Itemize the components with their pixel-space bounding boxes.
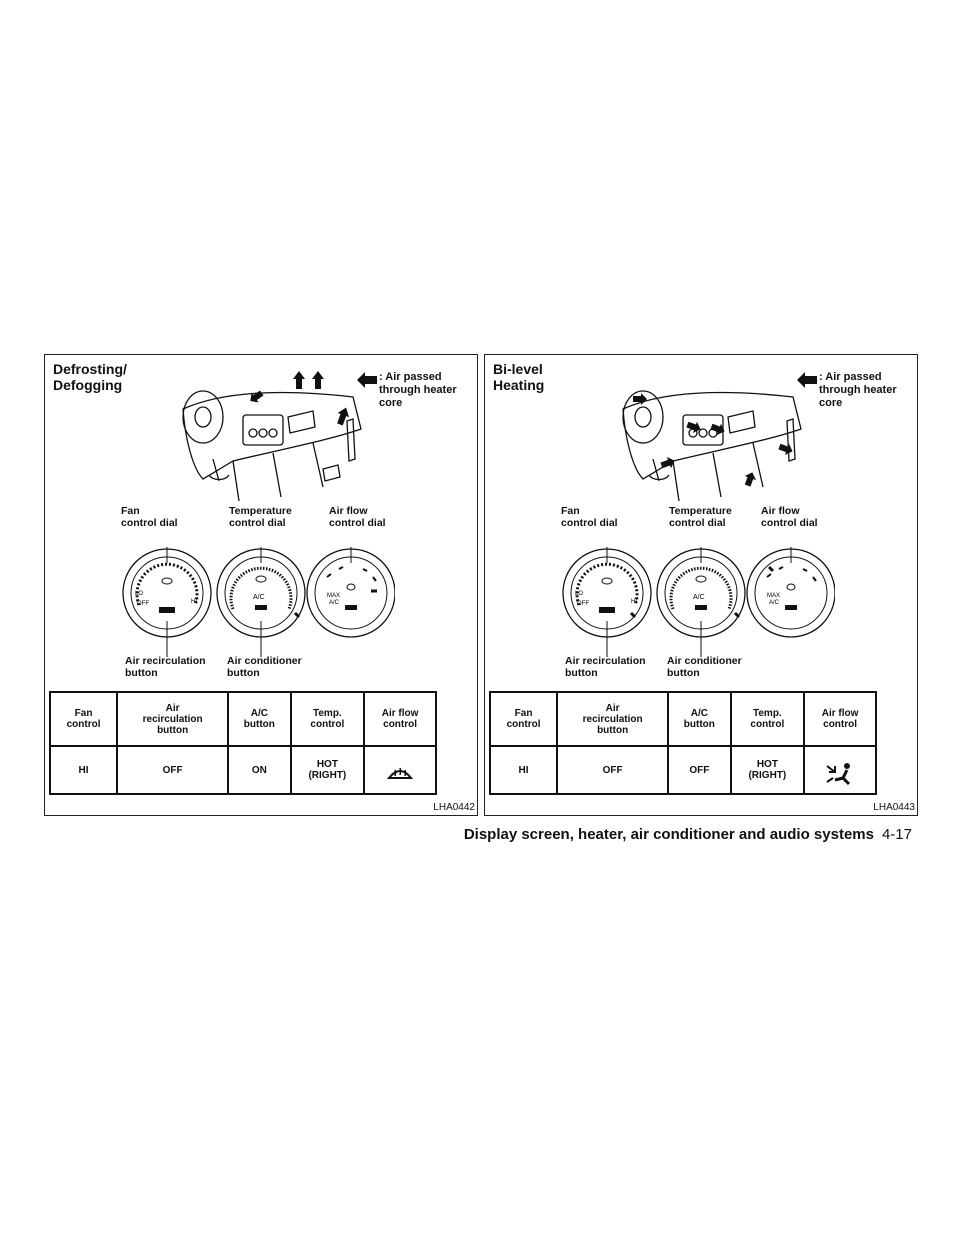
defrost-figure [44,354,478,816]
temp-dial-label: Temperature control dial [229,505,292,529]
recirc-button-label: Air recirculation button [565,655,646,679]
defrost-icon [387,764,413,784]
svg-text:A/C: A/C [769,600,780,606]
value-temp: HOT (RIGHT) [291,746,365,794]
ac-button-label: Air conditioner button [227,655,302,679]
legend [357,371,467,415]
svg-text:HI: HI [631,599,637,605]
header-fan: Fan control [490,692,557,746]
svg-text:LO: LO [135,591,144,597]
page-footer [464,826,912,843]
svg-text:HI: HI [191,599,197,605]
settings-table [49,691,437,795]
legend-text: : Air passed through heater core [379,371,457,409]
page-number: 4-17 [881,826,912,843]
figure-code: LHA0443 [873,802,915,813]
settings-table [489,691,877,795]
svg-text:A/C: A/C [253,594,265,601]
header-temp: Temp. control [731,692,805,746]
header-ac: A/C button [228,692,290,746]
fan-dial-label: Fan control dial [561,505,618,529]
value-recirc: OFF [117,746,228,794]
dashboard-illustration [163,369,363,504]
fan-dial-label: Fan control dial [121,505,178,529]
value-ac: ON [228,746,290,794]
section-title: Display screen, heater, air conditioner and audio systems [463,826,874,843]
control-dials [555,547,835,667]
airflow-dial-label: Air flow control dial [761,505,818,529]
bi-level-icon [825,762,855,786]
airflow-dial-label: Air flow control dial [329,505,386,529]
header-airflow: Air flow control [364,692,436,746]
figure-code: LHA0442 [433,802,475,813]
value-ac: OFF [668,746,730,794]
figure-title: Defrosting/ Defogging [53,361,127,393]
value-fan: HI [50,746,117,794]
legend [797,371,907,415]
header-fan: Fan control [50,692,117,746]
temp-dial-label: Temperature control dial [669,505,732,529]
header-ac: A/C button [668,692,730,746]
bi-level-figure [484,354,918,816]
header-temp: Temp. control [291,692,365,746]
value-temp: HOT (RIGHT) [731,746,805,794]
svg-text:MAX: MAX [327,593,341,599]
value-airflow [804,746,876,794]
value-fan: HI [490,746,557,794]
header-recirc: Air recirculation button [557,692,668,746]
recirc-button-label: Air recirculation button [125,655,206,679]
svg-text:MAX: MAX [767,593,781,599]
value-airflow [364,746,436,794]
value-recirc: OFF [557,746,668,794]
control-dials [115,547,395,667]
ac-button-label: Air conditioner button [667,655,742,679]
svg-text:A/C: A/C [693,594,705,601]
svg-text:OFF: OFF [577,601,589,607]
svg-text:OFF: OFF [137,601,149,607]
figure-title: Bi-level Heating [493,361,545,393]
dashboard-illustration [603,369,803,504]
header-airflow: Air flow control [804,692,876,746]
svg-text:LO: LO [575,591,584,597]
svg-text:A/C: A/C [329,600,340,606]
legend-text: : Air passed through heater core [819,371,897,409]
header-recirc: Air recirculation button [117,692,228,746]
